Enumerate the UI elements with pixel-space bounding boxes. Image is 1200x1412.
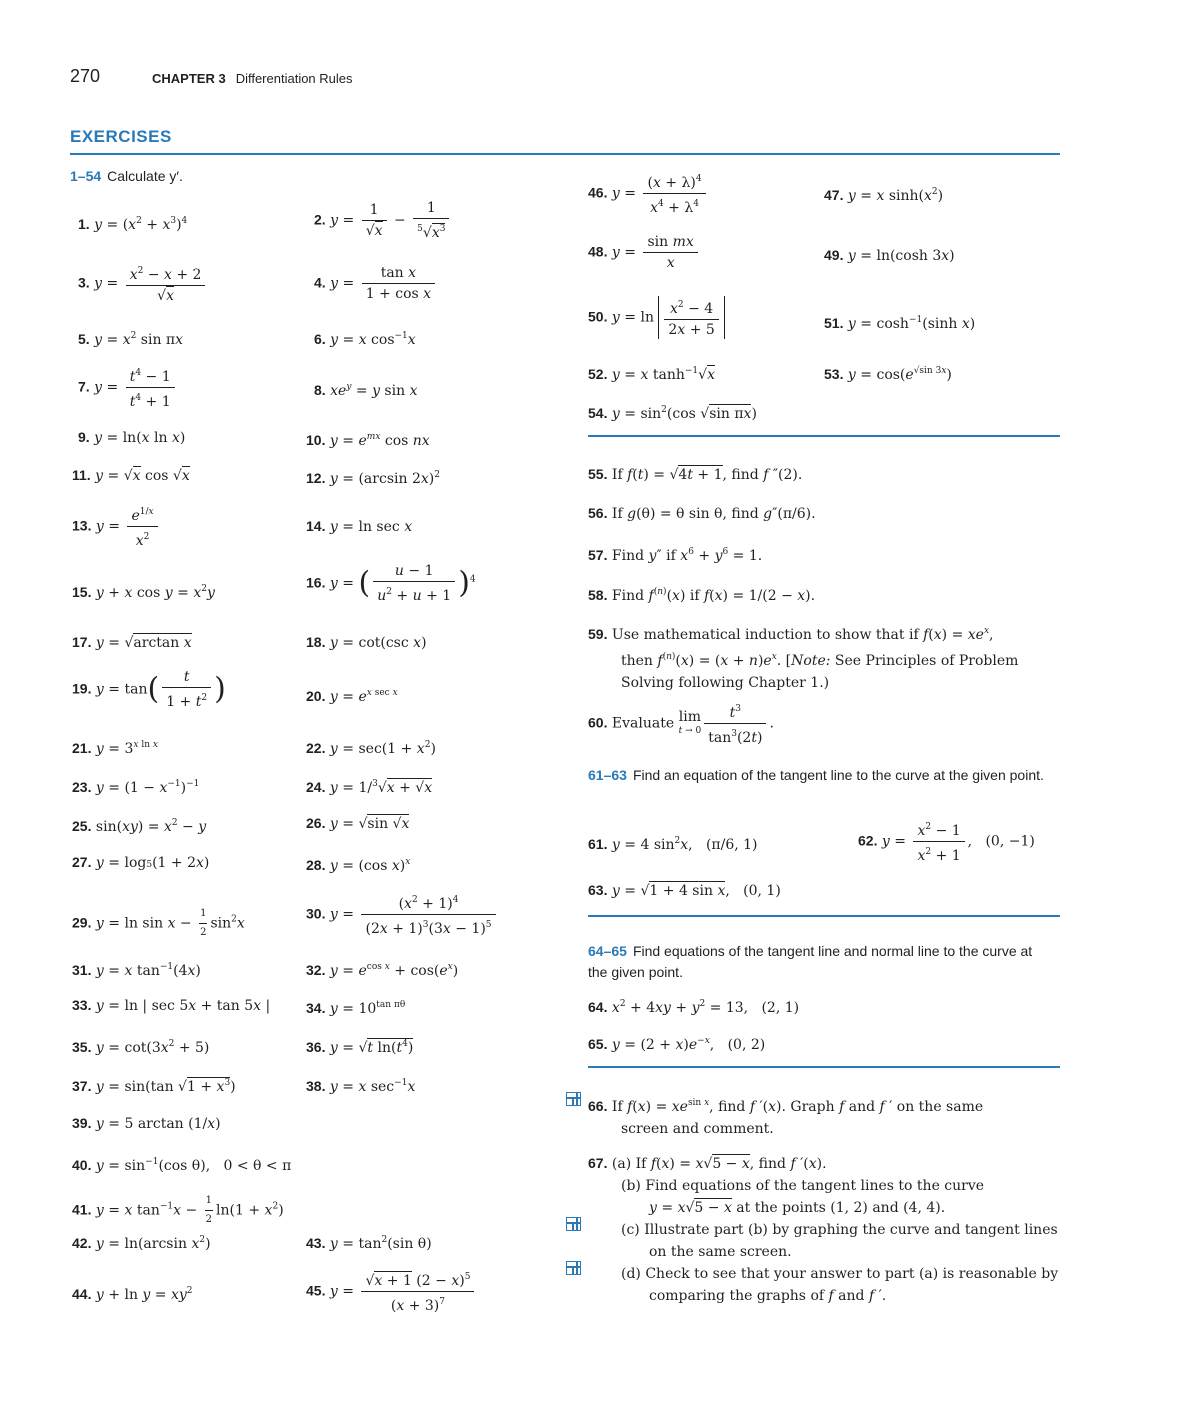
problem-19: 19. y = tan( $\frac{t}{1 + t^2}$ ) — [72, 669, 226, 710]
problem-61: 61. y = 4 $\sin^2x$, (π/6, 1) — [588, 836, 758, 853]
problem-54: 54. $y = \sin^2(\cos$ √sin πx) — [588, 405, 757, 422]
problem-3: 3. y = $\frac{x^2 - x + 2}{√x}$ — [78, 262, 208, 305]
problem-32: 32. $y = e^{cos x} + \cos(e^x)$ — [306, 962, 459, 979]
problem-18: 18. y = cot(csc x) — [306, 634, 427, 651]
problem-29: 29. y = ln sin x − $\frac{1}{2}$ $\sin^2x$ — [72, 905, 245, 942]
problem-52: 52. y = x $\tanh^{-1}√x$ — [588, 366, 715, 383]
problem-64: 64. $x^2 + 4xy + y^2 = 13$, (2, 1) — [588, 999, 800, 1016]
problem-28: 28. y = (cos x)$^x$ — [306, 857, 411, 874]
problem-17: 17. y = √arctan x — [72, 634, 192, 651]
problem-38: 38. y = x $\sec^{-1}x$ — [306, 1078, 416, 1095]
problem-27: 27. y = log5(1 + 2x) — [72, 854, 210, 871]
problem-44: 44. $y + \ln y = xy^2$ — [72, 1286, 193, 1303]
problem-12: 12. y = (arcsin 2x)$^2$ — [306, 470, 440, 487]
problem-67: 67. (a) If f(x) = x√5 − x, find f ′(x). (b) Find equations of the tangent lines to the curve y = x√5 − x at the points (1, 2) and (4, 4). (c) Illustrate part (b) by graphing the curve and tangent lines on the same screen. (d) Check to see that your answer to part (a) is reasonable by comparing the graphs of f and f ′. — [588, 1155, 1059, 1304]
problem-63: 63. y = √1 + 4 sin x, (0, 1) — [588, 882, 781, 899]
problem-50: 50. y = ln $\frac{x^2 - 4}{2x + 5}$ — [588, 296, 725, 339]
problem-60: 60. Evaluate lim t → 0 $\frac{t^3}{\tan^3(2t)}$ . — [588, 700, 774, 747]
problem-62: 62. y = $\frac{x^2 - 1}{x^2 + 1}$ , (0, −1) — [858, 818, 1035, 865]
problem-11: 11. y = √x cos √x — [72, 467, 190, 484]
problem-30: 30. y = $\frac{(x^2 + 1)^4}{(2x + 1)^3(3x - 1)^5}$ — [306, 891, 499, 938]
problem-13: 13. y = $\frac{e^{1/x}}{x^2}$ — [72, 503, 161, 550]
problem-36: 36. y = √t $\ln(t^4)$ — [306, 1039, 414, 1056]
problem-7: 7. y = $\frac{t^4 - 1}{t^4 + 1}$ — [78, 364, 178, 411]
problem-57: 57. Find y″ if $x^6 + y^6 = 1$. — [588, 547, 763, 564]
divider-3 — [588, 1066, 1060, 1068]
problem-53: 53. $y = \cos(e^{√sin 3x})$ — [824, 366, 952, 383]
graphing-calculator-icon — [566, 1092, 581, 1106]
problem-21: 21. $y = 3^{x ln x}$ — [72, 740, 158, 757]
section-title: EXERCISES — [70, 127, 172, 146]
problem-33: 33. y = ln | sec 5x + tan 5x | — [72, 997, 271, 1014]
problem-4: 4. y = $\frac{\text{tan x}}{\text{1 + cos x}}$ — [314, 264, 438, 303]
problem-8: 8. $xe^y = y$ sin x — [314, 382, 418, 399]
problem-55: 55. If f(t) = √4t + 1, find f ″(2). — [588, 466, 803, 483]
problem-23: 23. $y = (1 - x^{-1})^{-1}$ — [72, 779, 200, 796]
problem-31: 31. y = x $\tan^{-1}(4x)$ — [72, 962, 201, 979]
problem-40: 40. $y = \sin^{-1}(\cos$ θ), 0 < θ < π — [72, 1157, 292, 1174]
problem-25: 25. $\sin(xy) = x^2 - y$ — [72, 818, 207, 835]
problem-6: 6. y = x $\cos^{-1}x$ — [314, 331, 416, 348]
problem-15: 15. y + x $\cos y = x^2y$ — [72, 584, 215, 601]
running-header — [152, 71, 353, 86]
group-heading-61-63: 61–63 Find an equation of the tangent line to the curve at the given point. — [588, 767, 1044, 783]
problem-1: 1. $y = (x^2 + x^3)^4$ — [78, 216, 188, 233]
problem-43: 43. $y = \tan^2(\sin$ θ) — [306, 1235, 432, 1252]
divider-1 — [588, 435, 1060, 437]
problem-56: 56. If g(θ) = θ sin θ, find g″(π/6). — [588, 505, 816, 522]
problem-24: 24. y = 1/$^3$√x + √x — [306, 779, 433, 796]
problem-51: 51. $y = \cosh^{-1}(\sinh$ x) — [824, 315, 976, 332]
problem-16: 16. y = ( $\frac{u - 1}{u^2 + u + 1}$ )$^4$ — [306, 563, 476, 604]
chapter-title: Differentiation Rules — [235, 71, 353, 86]
graphing-calculator-icon — [566, 1217, 581, 1231]
problem-59: 59. Use mathematical induction to show that if $f(x) = xe^x$, then $f^{(n)}(x) = (x + n)e^x$. [Note: See Principles of Problem Solving following Chapter 1.) — [588, 626, 1019, 691]
problem-2: 2. y = $\frac{1}{√x}$ − $\frac{1}{^5√x^3}$ — [314, 199, 452, 242]
problem-48: 48. y = $\frac{\text{sin mx}}{x}$ — [588, 233, 701, 272]
problem-22: 22. $y = \sec(1 + x^2)$ — [306, 740, 436, 757]
divider-2 — [588, 915, 1060, 917]
problem-66: 66. If $f(x) = xe^{sin x}$, find f ′(x). Graph f and f ′ on the same screen and comment. — [588, 1098, 984, 1137]
problem-39: 39. y = 5 arctan (1/x) — [72, 1115, 221, 1132]
group-heading-64-65: 64–65 Find equations of the tangent line and normal line to the curve at the given point. — [588, 943, 1033, 980]
group-heading-1-54: 1–54 Calculate y′. — [70, 168, 183, 184]
problem-35: 35. $y = \cot(3x^2 + 5)$ — [72, 1039, 210, 1056]
problem-45: 45. y = $\frac{√x + 1 (2 - x)^5}{(x + 3)^7}$ — [306, 1268, 477, 1315]
problem-41: 41. y = x $\tan^{-1}x$ − $\frac{1}{2}$ $\ln(1 + x^2)$ — [72, 1192, 284, 1229]
problem-37: 37. y = sin(tan $√1 + x^3$) — [72, 1078, 236, 1095]
section-rule — [70, 153, 1060, 155]
problem-9: 9. y = ln(x ln x) — [78, 429, 186, 446]
problem-42: 42. y = ln(arcsin $x^2$) — [72, 1235, 211, 1252]
problem-20: 20. $y = e^{x sec x}$ — [306, 688, 398, 705]
problem-5: 5. $y = x^2$ sin πx — [78, 331, 184, 348]
problem-49: 49. y = ln(cosh 3x) — [824, 247, 955, 264]
page-number: 270 — [70, 66, 101, 86]
problem-47: 47. y = x $\sinh(x^2)$ — [824, 187, 944, 204]
chapter-label: CHAPTER 3 — [152, 71, 226, 86]
problem-58: 58. Find $f^{(n)}(x)$ if f(x) = 1/(2 − x). — [588, 587, 816, 604]
problem-46: 46. y = $\frac{(x + \lambda)^4}{x^4 + \lambda^4}$ — [588, 170, 709, 217]
problem-34: 34. $y = 10^{tan \pi\theta}$ — [306, 1000, 406, 1017]
problem-14: 14. y = ln sec x — [306, 518, 413, 535]
problem-26: 26. y = √sin √x — [306, 815, 410, 832]
problem-10: 10. $y = e^{mx}$ cos nx — [306, 432, 430, 449]
graphing-calculator-icon — [566, 1261, 581, 1275]
problem-65: 65. $y = (2 + x)e^{-x}$, (0, 2) — [588, 1036, 766, 1053]
